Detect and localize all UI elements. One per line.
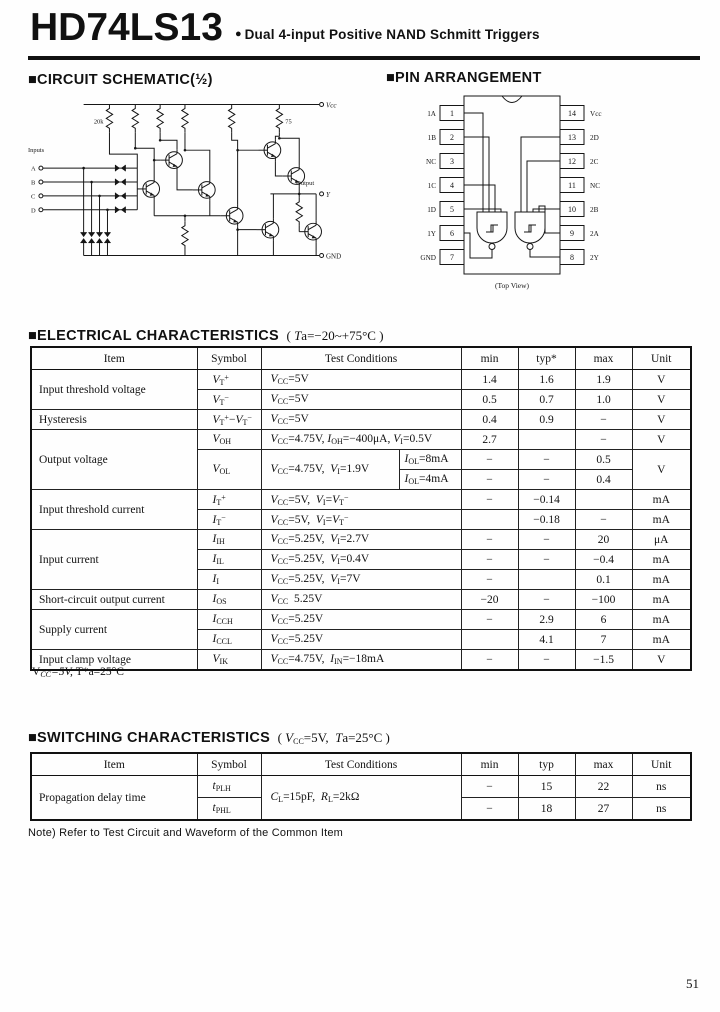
table-cell: − bbox=[575, 430, 632, 450]
table-cell: −1.5 bbox=[575, 650, 632, 671]
table-cell: $V_{CC}=5.25V$, $V_I=2.7V$ bbox=[261, 530, 461, 550]
pin-label: Vcc bbox=[590, 110, 602, 118]
hysteresis-icon bbox=[524, 225, 536, 232]
pin-number: 12 bbox=[568, 157, 576, 166]
pin-arrangement-svg bbox=[420, 86, 614, 294]
hysteresis-icon bbox=[486, 225, 498, 232]
input-b-label: B bbox=[30, 179, 36, 187]
table-cell: $I_T^-$ bbox=[197, 510, 261, 530]
pin-rows bbox=[420, 106, 601, 265]
table-cell: typ bbox=[518, 753, 575, 776]
circuit-schematic-svg bbox=[26, 90, 342, 268]
table-cell: 0.5 bbox=[461, 390, 518, 410]
pin-number: 2 bbox=[450, 133, 454, 142]
table-cell: $V_{CC}=5V$, $V_I=V_T^-$ bbox=[261, 510, 461, 530]
electrical-footnote: $V_{CC}=5V$, T*a=25°C bbox=[32, 666, 124, 679]
table-cell: ns bbox=[632, 798, 691, 821]
table-cell: 1.4 bbox=[461, 370, 518, 390]
pin-number: 6 bbox=[450, 229, 454, 238]
table-cell: 0.4 bbox=[461, 410, 518, 430]
table-cell: mA bbox=[632, 550, 691, 570]
table-cell: − bbox=[518, 650, 575, 671]
table-cell: mA bbox=[632, 610, 691, 630]
pin-label: NC bbox=[426, 158, 436, 166]
inputs-label: Inputs bbox=[27, 147, 45, 155]
table-cell: $V_{CC}=4.75V$, $I_{IN}=-18mA$ bbox=[261, 650, 461, 671]
pin-number: 7 bbox=[450, 253, 454, 262]
input-c-label: C bbox=[30, 193, 36, 201]
part-number: HD74LS13 bbox=[30, 6, 223, 49]
pin-label: 2C bbox=[590, 158, 599, 166]
table-cell: typ* bbox=[518, 347, 575, 370]
table-cell: Symbol bbox=[197, 753, 261, 776]
table-cell: $I_{OS}$ bbox=[197, 590, 261, 610]
table-cell: Test Conditions bbox=[261, 347, 461, 370]
input-d-label: D bbox=[30, 207, 36, 215]
table-row bbox=[31, 347, 691, 370]
table-cell: 15 bbox=[518, 776, 575, 798]
table-cell: $V_{CC}=5.25V$, $V_I=0.4V$ bbox=[261, 550, 461, 570]
table-cell: $V_{CC}=4.75V$, $I_{OH}=-400\mu A$, $V_I=0.5V$ bbox=[261, 430, 461, 450]
pin-number: 3 bbox=[450, 157, 454, 166]
table-cell: Unit bbox=[632, 347, 691, 370]
table-cell: $I_{CCH}$ bbox=[197, 610, 261, 630]
table-cell: $V_{CC}=5V$, $V_I=V_T^-$ bbox=[261, 490, 461, 510]
table-row bbox=[31, 530, 691, 550]
table-cell: V bbox=[632, 370, 691, 390]
table-cell: Symbol bbox=[197, 347, 261, 370]
pin-arrangement-figure bbox=[420, 86, 614, 299]
masthead-rule bbox=[28, 56, 700, 60]
table-cell: Hysteresis bbox=[31, 410, 197, 430]
part-subtitle: Dual 4-input Positive NAND Schmitt Triggers bbox=[244, 27, 540, 42]
table-cell: $I_{IH}$ bbox=[197, 530, 261, 550]
table-cell: Input current bbox=[31, 530, 197, 590]
table-cell: − bbox=[518, 450, 575, 470]
table-cell: $I_{IL}$ bbox=[197, 550, 261, 570]
table-cell: min bbox=[461, 753, 518, 776]
table-cell: $I_{OL}=4mA$ bbox=[399, 470, 461, 490]
circuit-schematic-figure bbox=[26, 90, 342, 273]
table-cell: mA bbox=[632, 630, 691, 650]
table-cell: V bbox=[632, 430, 691, 450]
nand-gate-1 bbox=[477, 212, 507, 250]
table-cell: mA bbox=[632, 510, 691, 530]
table-cell: Short-circuit output current bbox=[31, 590, 197, 610]
pin-label: 2D bbox=[590, 134, 599, 142]
table-cell: 22 bbox=[575, 776, 632, 798]
table-cell: 27 bbox=[575, 798, 632, 821]
table-cell: 1.9 bbox=[575, 370, 632, 390]
table-cell: V bbox=[632, 410, 691, 430]
table-cell bbox=[461, 510, 518, 530]
table-cell bbox=[461, 630, 518, 650]
table-cell: ns bbox=[632, 776, 691, 798]
output-label: Output bbox=[296, 179, 315, 187]
switching-table bbox=[30, 752, 692, 821]
gnd-label: GND bbox=[326, 252, 342, 261]
table-cell: 2.7 bbox=[461, 430, 518, 450]
table-cell bbox=[518, 570, 575, 590]
switching-note: Note) Refer to Test Circuit and Waveform of the Common Item bbox=[28, 827, 344, 839]
pin-label: 1Y bbox=[427, 230, 436, 238]
pin-label: 2Y bbox=[590, 254, 599, 262]
table-row bbox=[31, 490, 691, 510]
table-cell: $I_{CCL}$ bbox=[197, 630, 261, 650]
switching-section-title: ■SWITCHING CHARACTERISTICS ( $V_{CC}=5V$, Ta=25°C ) bbox=[28, 730, 390, 746]
table-cell: 7 bbox=[575, 630, 632, 650]
table-cell: 0.9 bbox=[518, 410, 575, 430]
table-row bbox=[31, 590, 691, 610]
pin-label: 1B bbox=[427, 134, 436, 142]
table-cell: − bbox=[461, 450, 518, 470]
table-cell: mA bbox=[632, 490, 691, 510]
table-cell: $V_T^+$ bbox=[197, 370, 261, 390]
table-cell: 2.9 bbox=[518, 610, 575, 630]
pin-label: 2B bbox=[590, 206, 599, 214]
dip-notch bbox=[502, 96, 522, 103]
table-cell: $V_{CC}$ 5.25V bbox=[261, 590, 461, 610]
table-cell: $V_{CC}=5V$ bbox=[261, 390, 461, 410]
pin-number: 10 bbox=[568, 205, 576, 214]
table-cell: $I_{OL}=8mA$ bbox=[399, 450, 461, 470]
pin-number: 11 bbox=[568, 181, 576, 190]
table-row bbox=[31, 650, 691, 671]
table-cell: max bbox=[575, 347, 632, 370]
pin-number: 1 bbox=[450, 109, 454, 118]
table-cell: − bbox=[461, 650, 518, 671]
table-cell: −100 bbox=[575, 590, 632, 610]
table-row bbox=[31, 370, 691, 390]
pin-label: 2A bbox=[590, 230, 599, 238]
table-cell: −0.4 bbox=[575, 550, 632, 570]
table-cell: − bbox=[518, 550, 575, 570]
table-cell: 1.0 bbox=[575, 390, 632, 410]
table-cell: Propagation delay time bbox=[31, 776, 197, 821]
table-cell: $V_T^-$ bbox=[197, 390, 261, 410]
table-cell: − bbox=[461, 610, 518, 630]
circuit-schematic-title: ■CIRCUIT SCHEMATIC(½) bbox=[28, 72, 213, 88]
pin-number: 8 bbox=[570, 253, 574, 262]
table-row bbox=[31, 430, 691, 450]
table-cell: Input clamp voltage bbox=[31, 650, 197, 671]
table-cell: 0.7 bbox=[518, 390, 575, 410]
table-cell: μA bbox=[632, 530, 691, 550]
table-cell: $V_{CC}=5.25V$ bbox=[261, 610, 461, 630]
table-cell: Input threshold voltage bbox=[31, 370, 197, 410]
table-cell: max bbox=[575, 753, 632, 776]
table-cell: 6 bbox=[575, 610, 632, 630]
table-cell: − bbox=[518, 470, 575, 490]
table-cell: Supply current bbox=[31, 610, 197, 650]
pin-number: 14 bbox=[568, 109, 576, 118]
table-cell: $V_{CC}=4.75V$, $V_I=1.9V$ bbox=[261, 450, 399, 490]
table-cell: 0.4 bbox=[575, 470, 632, 490]
table-cell: − bbox=[461, 570, 518, 590]
table-cell: $I_I$ bbox=[197, 570, 261, 590]
vcc-label: Vcc bbox=[326, 101, 337, 110]
nand-gate-2 bbox=[515, 212, 545, 250]
table-cell: $V_{CC}=5.25V$, $V_I=7V$ bbox=[261, 570, 461, 590]
table-cell: V bbox=[632, 450, 691, 490]
table-cell: −0.14 bbox=[518, 490, 575, 510]
pin-label: GND bbox=[420, 254, 436, 262]
table-cell: $V_{OL}$ bbox=[197, 450, 261, 490]
table-cell: 0.1 bbox=[575, 570, 632, 590]
table-cell: $V_{OH}$ bbox=[197, 430, 261, 450]
table-cell: $V_{CC}=5.25V$ bbox=[261, 630, 461, 650]
table-cell: 18 bbox=[518, 798, 575, 821]
electrical-section-title: ■ELECTRICAL CHARACTERISTICS ( Ta=−20~+75°C ) bbox=[28, 328, 384, 344]
table-row bbox=[31, 610, 691, 630]
pin-arrangement-title: ■PIN ARRANGEMENT bbox=[386, 70, 542, 86]
table-cell: − bbox=[575, 410, 632, 430]
page-number: 51 bbox=[686, 976, 699, 991]
table-cell: − bbox=[461, 776, 518, 798]
pin-number: 9 bbox=[570, 229, 574, 238]
pin-number: 5 bbox=[450, 205, 454, 214]
table-cell: $V_{CC}=5V$ bbox=[261, 370, 461, 390]
table-cell: $t_{PLH}$ bbox=[197, 776, 261, 798]
table-cell: − bbox=[461, 550, 518, 570]
table-cell: V bbox=[632, 650, 691, 671]
table-cell: − bbox=[518, 530, 575, 550]
table-cell: Item bbox=[31, 753, 197, 776]
table-cell: 0.5 bbox=[575, 450, 632, 470]
table-cell: mA bbox=[632, 570, 691, 590]
table-cell: min bbox=[461, 347, 518, 370]
pin-label: NC bbox=[590, 182, 600, 190]
table-cell: −0.18 bbox=[518, 510, 575, 530]
table-cell: 4.1 bbox=[518, 630, 575, 650]
table-cell: −20 bbox=[461, 590, 518, 610]
table-cell: $I_T^+$ bbox=[197, 490, 261, 510]
table-row bbox=[31, 776, 691, 798]
table-cell: $t_{PHL}$ bbox=[197, 798, 261, 821]
table-cell: − bbox=[518, 590, 575, 610]
pin-label: 1A bbox=[427, 110, 436, 118]
table-cell bbox=[518, 430, 575, 450]
input-a-label: A bbox=[30, 165, 36, 173]
table-cell: Test Conditions bbox=[261, 753, 461, 776]
table-cell: Input threshold current bbox=[31, 490, 197, 530]
table-cell: $V_{CC}=5V$ bbox=[261, 410, 461, 430]
table-row bbox=[31, 753, 691, 776]
table-cell: − bbox=[575, 510, 632, 530]
bullet-icon: ● bbox=[234, 28, 242, 40]
table-cell: Item bbox=[31, 347, 197, 370]
pin-number: 13 bbox=[568, 133, 576, 142]
table-cell: 20 bbox=[575, 530, 632, 550]
table-cell: − bbox=[461, 470, 518, 490]
table-cell bbox=[575, 490, 632, 510]
pin-label: 1D bbox=[427, 206, 436, 214]
table-cell: − bbox=[461, 490, 518, 510]
table-cell: 1.6 bbox=[518, 370, 575, 390]
pin-label: 1C bbox=[427, 182, 436, 190]
resistor-75-label: 75 bbox=[285, 118, 292, 126]
table-cell: $V_{IK}$ bbox=[197, 650, 261, 671]
table-row bbox=[31, 410, 691, 430]
pin-number: 4 bbox=[450, 181, 454, 190]
output-y-label: Y bbox=[326, 190, 330, 199]
table-cell: mA bbox=[632, 590, 691, 610]
table-cell: − bbox=[461, 798, 518, 821]
resistor-20k-label: 20k bbox=[93, 118, 104, 126]
table-cell: $C_L=15pF$, $R_L=2k\Omega$ bbox=[261, 776, 461, 821]
table-cell: − bbox=[461, 530, 518, 550]
table-cell: Unit bbox=[632, 753, 691, 776]
electrical-table bbox=[30, 346, 692, 671]
table-cell: V bbox=[632, 390, 691, 410]
table-cell: Output voltage bbox=[31, 430, 197, 490]
masthead bbox=[30, 8, 540, 47]
top-view-caption: (Top View) bbox=[494, 281, 530, 290]
table-cell: $V_T^+-V_T^-$ bbox=[197, 410, 261, 430]
